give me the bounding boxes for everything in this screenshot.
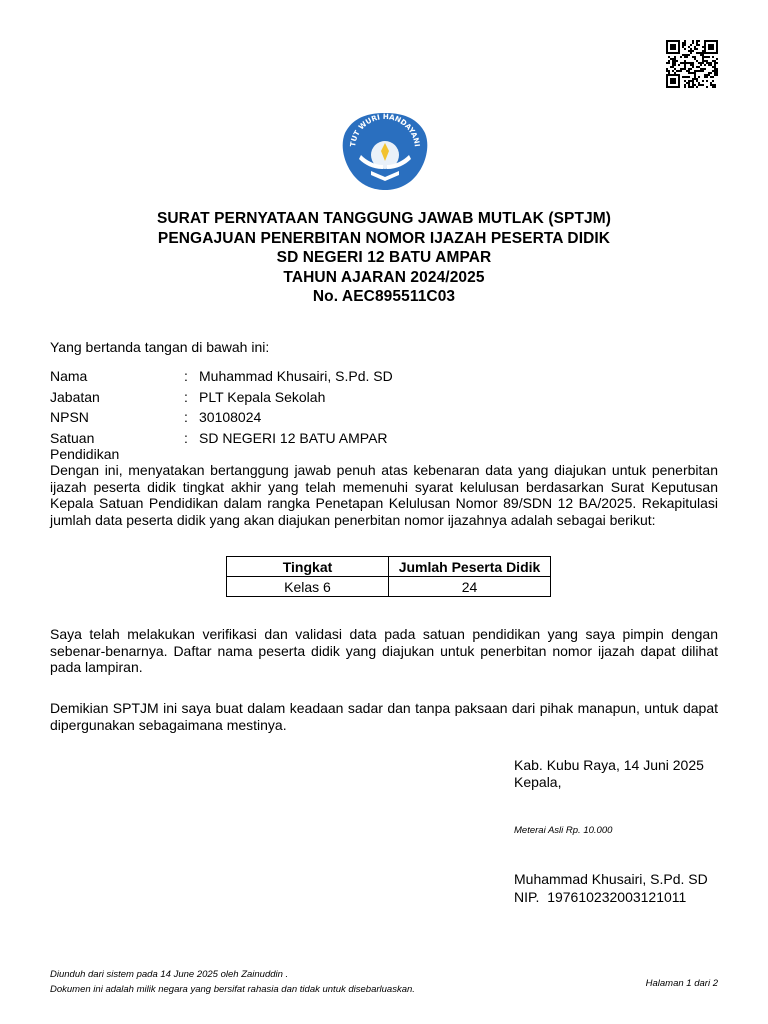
field-colon: : [184,429,188,446]
field-value: Muhammad Khusairi, S.Pd. SD [199,368,393,384]
signer-name: Muhammad Khusairi, S.Pd. SD [514,871,708,887]
field-value: 30108024 [199,409,262,425]
qr-code-icon [666,40,718,88]
recap-table [226,556,551,597]
signer-role: Kepala, [514,774,562,790]
page-number: Halaman 1 dari 2 [645,978,718,989]
field-value: SD NEGERI 12 BATU AMPAR [199,429,388,446]
title-line: TAHUN AJARAN 2024/2025 [283,268,485,286]
table-header-jumlah: Jumlah Peserta Didik [389,557,551,577]
statement-paragraph: Dengan ini, menyatakan bertanggung jawab penuh atas kebenaran data yang diajukan untuk penerbitan ijazah peserta didik tingkat akhir yang telah memenuhi syarat kelulusan berdasarkan Surat Keputusan Kepala Satuan Pendidikan dalam rangka Penetapan Kelulusan Nomor 89/SDN 12 BA/2025. Rekapitulasi jumlah data peserta didik yang akan diajukan penerbitan nomor ijazahnya adalah sebagai berikut: [50,462,718,528]
verification-paragraph: Saya telah melakukan verifikasi dan validasi data pada satuan pendidikan yang saya pimpin dengan sebenar-benarnya. Daftar nama peserta didik yang diajukan untuk penerbitan nomor ijazah dapat dilihat pada lampiran. [50,626,718,675]
signature-header [514,757,704,791]
field-label: NPSN [50,409,89,425]
title-line: PENGAJUAN PENERBITAN NOMOR IJAZAH PESERTA DIDIK [157,229,611,247]
download-note: Diunduh dari sistem pada 14 June 2025 oleh Zainuddin . [50,969,289,980]
confidential-note: Dokumen ini adalah milik negara yang bersifat rahasia dan tidak untuk disebarluaskan. [50,984,415,995]
document-number: No. AEC895511C03 [312,288,456,305]
tut-wuri-handayani-logo [341,111,429,191]
signer-block [514,871,708,906]
field-colon: : [184,409,188,425]
place-date: Kab. Kubu Raya, 14 Juni 2025 [514,757,704,773]
table-cell-jumlah: 24 [389,577,551,597]
footer-notes [50,967,415,997]
table-row [227,577,551,597]
field-colon: : [184,368,188,384]
field-label: Jabatan [50,388,100,405]
document-title [0,209,768,307]
signer-nip: NIP. 197610232003121011 [514,888,687,905]
field-colon: : [184,388,188,405]
table-header-tingkat: Tingkat [227,557,389,577]
intro-text: Yang bertanda tangan di bawah ini: [50,339,270,355]
field-label: Nama [50,368,88,384]
field-value: PLT Kepala Sekolah [199,388,326,405]
field-label: Satuan Pendidikan [50,429,120,462]
table-header-row [227,557,551,577]
title-line: SURAT PERNYATAAN TANGGUNG JAWAB MUTLAK (SPTJM) [156,210,612,227]
closing-paragraph: Demikian SPTJM ini saya buat dalam keadaan sadar dan tanpa paksaan dari pihak manapun, untuk dapat dipergunakan sebagaimana mestinya. [50,700,718,733]
table-cell-tingkat: Kelas 6 [227,577,389,597]
title-line: SD NEGERI 12 BATU AMPAR [276,249,492,266]
meterai-note: Meterai Asli Rp. 10.000 [514,825,613,836]
logo-text-path: TUT WURI HANDAYANI [348,111,422,148]
